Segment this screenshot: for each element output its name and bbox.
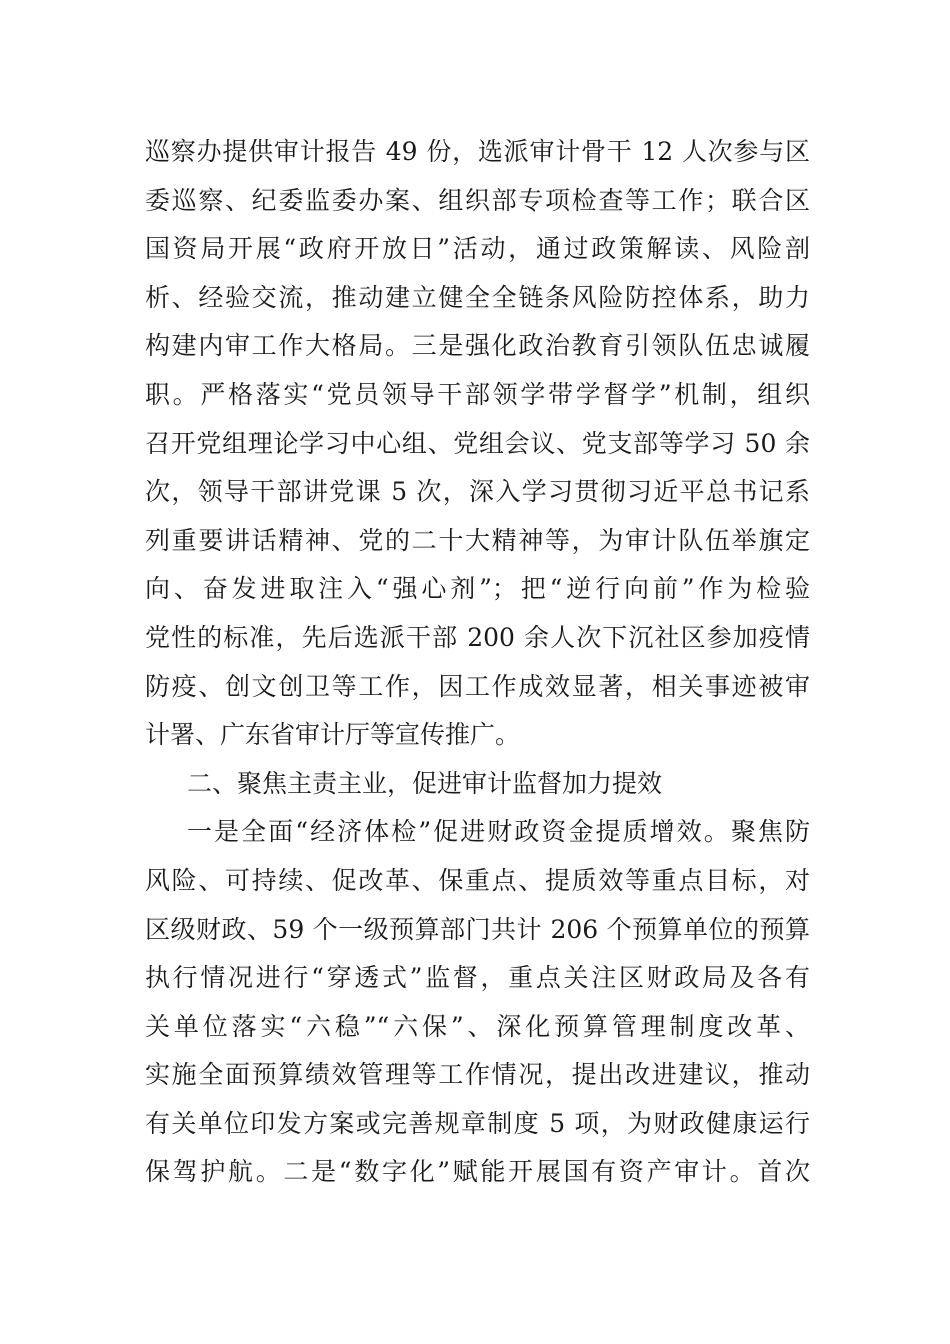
text-line-1: 巡察办提供审计报告 49 份，选派审计骨干 12 人次参与区	[145, 137, 810, 166]
text-line-9: 列重要讲话精神、党的二十大精神等，为审计队伍举旗定	[145, 525, 810, 555]
text-line-4: 析、经验交流，推动建立健全全链条风险防控体系，助力	[145, 282, 810, 312]
text-line-16: 风险、可持续、促改革、保重点、提质效等重点目标，对	[145, 865, 810, 895]
document-body	[145, 128, 810, 1197]
text-line-2: 委巡察、纪委监委办案、组织部专项检查等工作；联合区	[145, 185, 810, 215]
text-line-18: 执行情况进行“穿透式”监督，重点关注区财政局及各有	[145, 963, 810, 993]
text-line-15: 一是全面“经济体检”促进财政资金提质增效。聚焦防	[187, 817, 810, 847]
text-line-6: 职。严格落实“党员领导干部领学带学督学”机制，组织	[145, 379, 810, 409]
text-line-13: 计署、广东省审计厅等宣传推广。	[145, 720, 521, 750]
text-line-22: 保驾护航。二是“数字化”赋能开展国有资产审计。首次	[145, 1157, 810, 1187]
text-line-11: 党性的标准，先后选派干部 200 余人次下沉社区参加疫情	[145, 622, 810, 652]
text-line-8: 次，领导干部讲党课 5 次，深入学习贯彻习近平总书记系	[145, 477, 810, 507]
text-line-3: 国资局开展“政府开放日”活动，通过政策解读、风险剖	[145, 234, 810, 264]
text-line-20: 实施全面预算绩效管理等工作情况，提出改进建议，推动	[145, 1060, 810, 1090]
text-line-5: 构建内审工作大格局。三是强化政治教育引领队伍忠诚履	[145, 331, 810, 361]
text-line-10: 向、奋发进取注入“强心剂”；把“逆行向前”作为检验	[145, 574, 810, 604]
text-line-19: 关单位落实“六稳”“六保”、深化预算管理制度改革、	[145, 1011, 810, 1041]
text-line-7: 召开党组理论学习中心组、党组会议、党支部等学习 50 余	[145, 428, 810, 458]
text-line-12: 防疫、创文创卫等工作，因工作成效显著，相关事迹被审	[145, 671, 810, 701]
text-line-21: 有关单位印发方案或完善规章制度 5 项，为财政健康运行	[145, 1108, 810, 1138]
section-heading: 二、聚焦主责主业，促进审计监督加力提效	[187, 768, 663, 798]
text-line-17: 区级财政、59 个一级预算部门共计 206 个预算单位的预算	[145, 914, 810, 944]
